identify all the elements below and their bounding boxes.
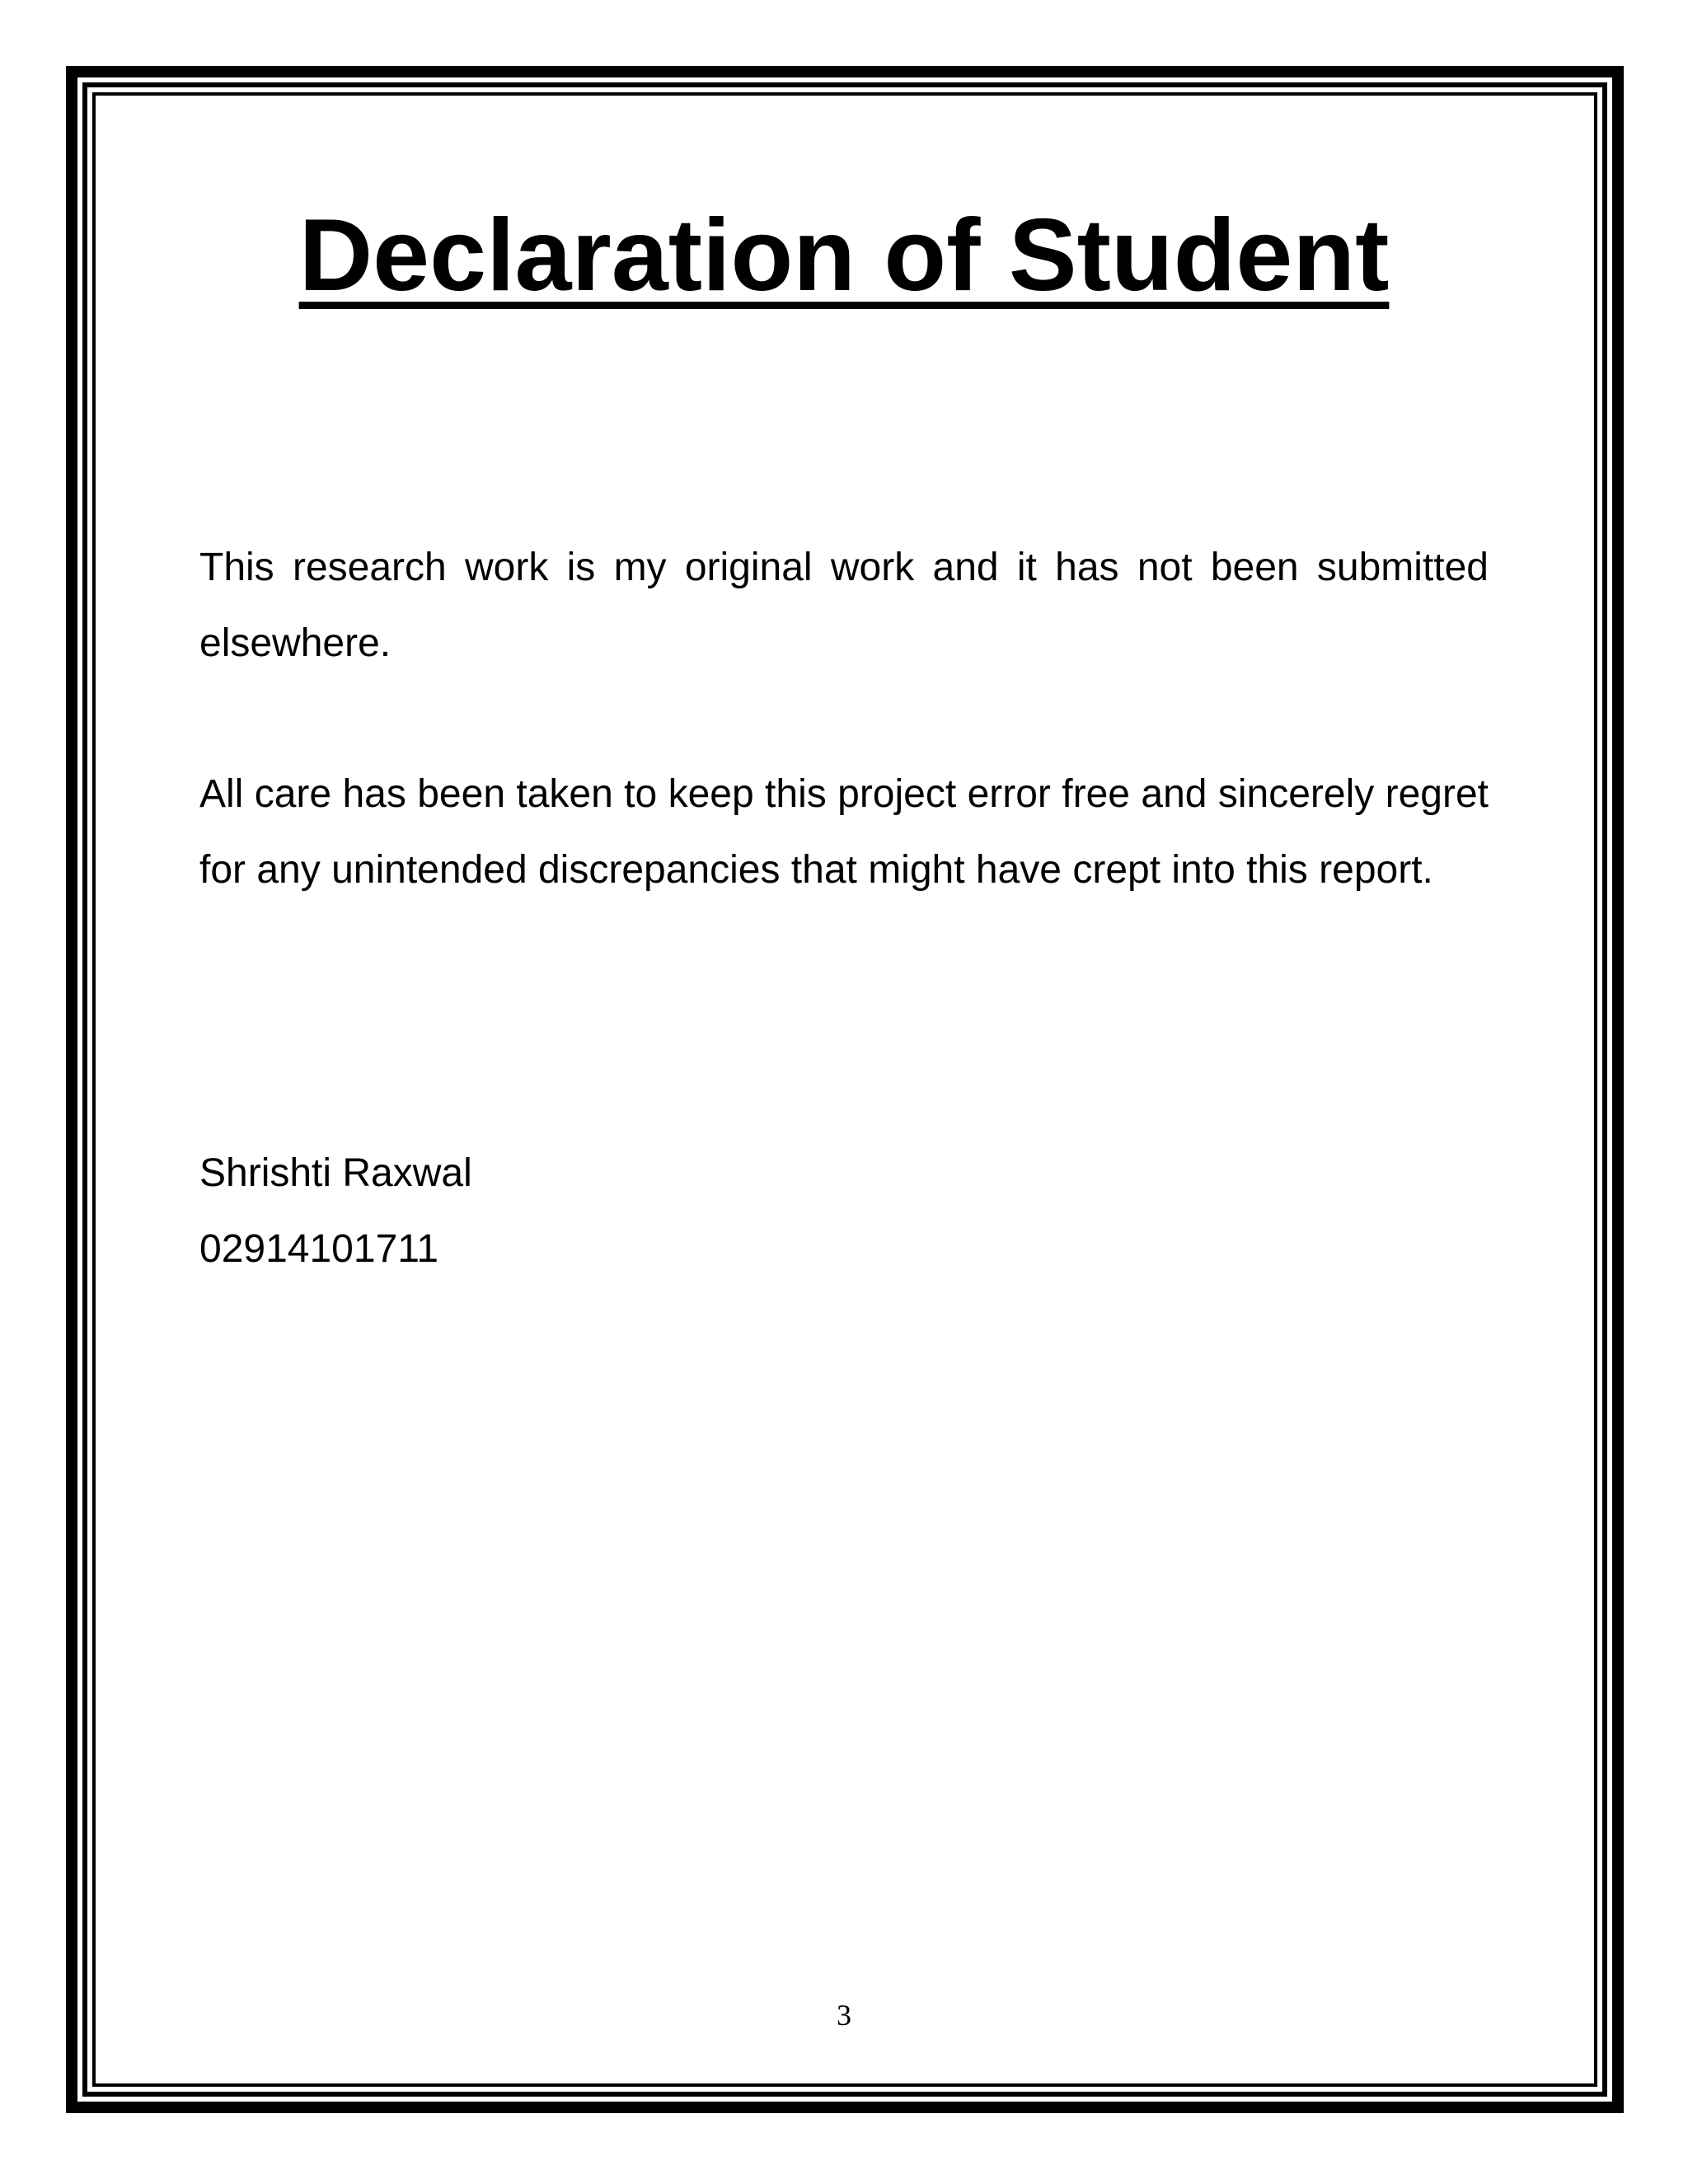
student-id: 02914101711 [199,1227,439,1271]
page-title-text: Declaration of Student [298,199,1390,312]
page-number: 3 [837,1999,851,2032]
page-title [0,198,1688,313]
page-border-inner [92,92,1597,2087]
declaration-paragraph-2: All care has been taken to keep this project error free and sincerely regret for any unintended discrepancies that might have crept into this report. [199,772,1489,892]
student-name: Shrishti Raxwal [199,1151,472,1195]
declaration-paragraph-1: This research work is my original work and it has not been submitted elsewhere. [199,546,1489,665]
